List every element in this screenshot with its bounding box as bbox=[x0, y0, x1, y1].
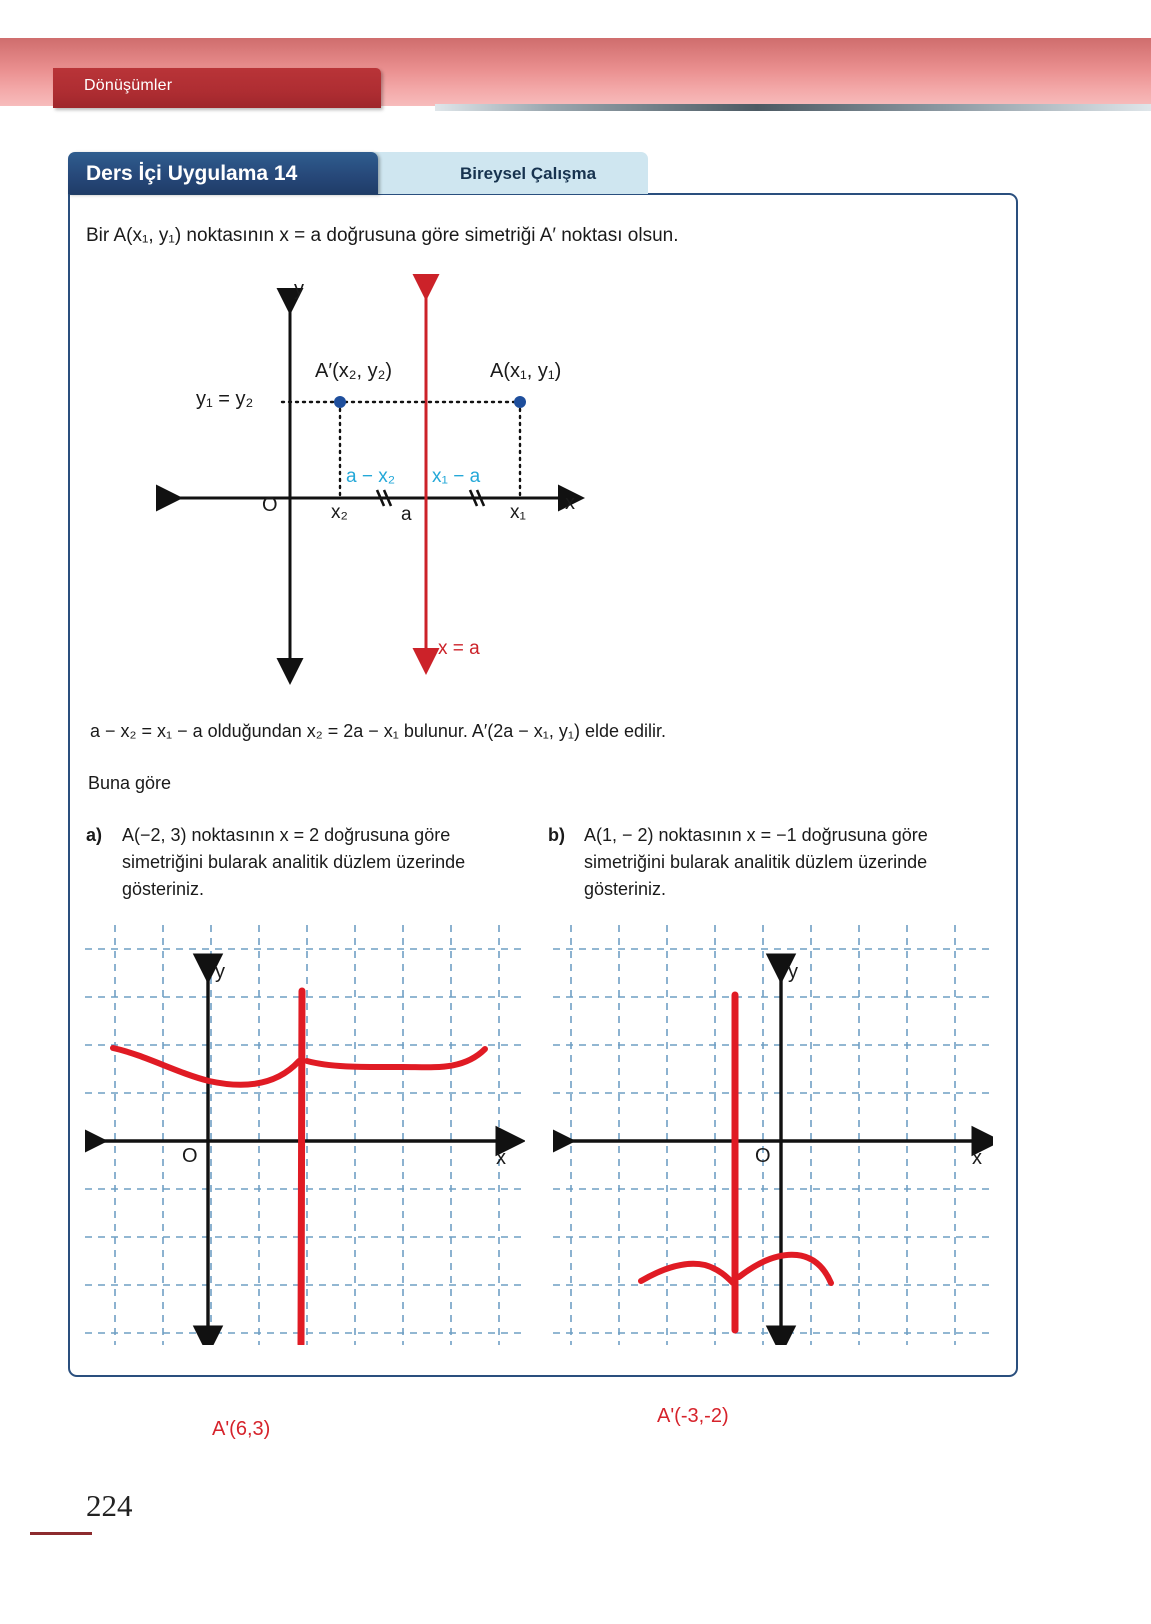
chapter-tab bbox=[53, 68, 381, 108]
point-a-label: A(x₁, y₁) bbox=[490, 360, 562, 382]
y-equality-label: y₁ = y₂ bbox=[196, 388, 254, 410]
mirror-line-label: x = a bbox=[438, 638, 480, 659]
graph-b-origin-label: O bbox=[755, 1145, 771, 1167]
grid-lines-b bbox=[553, 925, 993, 1345]
diagram-y-axis-label: y bbox=[294, 278, 304, 300]
graph-a-ink-curve-left bbox=[113, 1048, 299, 1085]
buna-gore-label: Buna göre bbox=[88, 773, 172, 793]
graph-a-ink-vertical bbox=[301, 991, 302, 1344]
page-number-rule bbox=[30, 1532, 92, 1535]
question-a-label: a) bbox=[86, 825, 103, 845]
activity-title-tab bbox=[68, 152, 378, 194]
page-number: 224 bbox=[86, 1488, 133, 1523]
point-a-prime-dot bbox=[334, 396, 346, 408]
diagram-origin-label: O bbox=[262, 494, 278, 516]
chapter-label: Dönüşümler bbox=[84, 77, 173, 94]
graph-a-y-label: y bbox=[215, 961, 225, 983]
question-b-text: A(1, − 2) noktasının x = −1 doğrusuna göre simetriğini bularak analitik düzlem üzerinde gösteriniz. bbox=[584, 825, 928, 899]
graph-b-x-label: x bbox=[972, 1147, 982, 1169]
segment-right-label: x₁ − a bbox=[432, 466, 481, 487]
diagram-x-axis-label: x bbox=[565, 492, 575, 514]
intro-statement: Bir A(x₁, y₁) noktasının x = a doğrusuna göre simetriği A′ noktası olsun. bbox=[86, 225, 679, 246]
tick-label-a: a bbox=[401, 504, 412, 525]
answer-grid-a bbox=[85, 925, 525, 1350]
answer-b: A'(-3,-2) bbox=[657, 1405, 729, 1427]
tick-label-x2: x₂ bbox=[331, 502, 348, 523]
symmetry-diagram bbox=[150, 270, 610, 695]
question-b-label: b) bbox=[548, 825, 565, 845]
graph-b-ink-curve-left bbox=[641, 1264, 733, 1283]
activity-mode-tab bbox=[368, 152, 648, 194]
running-head-shadow bbox=[435, 104, 1151, 111]
graph-b-y-label: y bbox=[788, 961, 798, 983]
answer-a: A'(6,3) bbox=[212, 1418, 271, 1440]
activity-mode-label: Bireysel Çalışma bbox=[460, 164, 597, 183]
graph-a-x-label: x bbox=[496, 1147, 506, 1169]
graph-b-ink-curve-right bbox=[739, 1255, 831, 1283]
point-a-prime-label: A′(x₂, y₂) bbox=[315, 360, 393, 382]
graph-a-origin-label: O bbox=[182, 1145, 198, 1167]
question-a-text: A(−2, 3) noktasının x = 2 doğrusuna göre simetriğini bularak analitik düzlem üzerinde gösteriniz. bbox=[122, 825, 466, 899]
graph-a-ink-curve-right bbox=[307, 1049, 485, 1067]
answer-grid-b bbox=[553, 925, 993, 1350]
tick-label-x1: x₁ bbox=[510, 502, 526, 523]
point-a-dot bbox=[514, 396, 526, 408]
activity-title-label: Ders İçi Uygulama 14 bbox=[86, 162, 298, 185]
deduction-statement: a − x₂ = x₁ − a olduğundan x₂ = 2a − x₁ bulunur. A′(2a − x₁, y₁) elde edilir. bbox=[90, 721, 666, 741]
segment-left-label: a − x₂ bbox=[346, 466, 396, 487]
